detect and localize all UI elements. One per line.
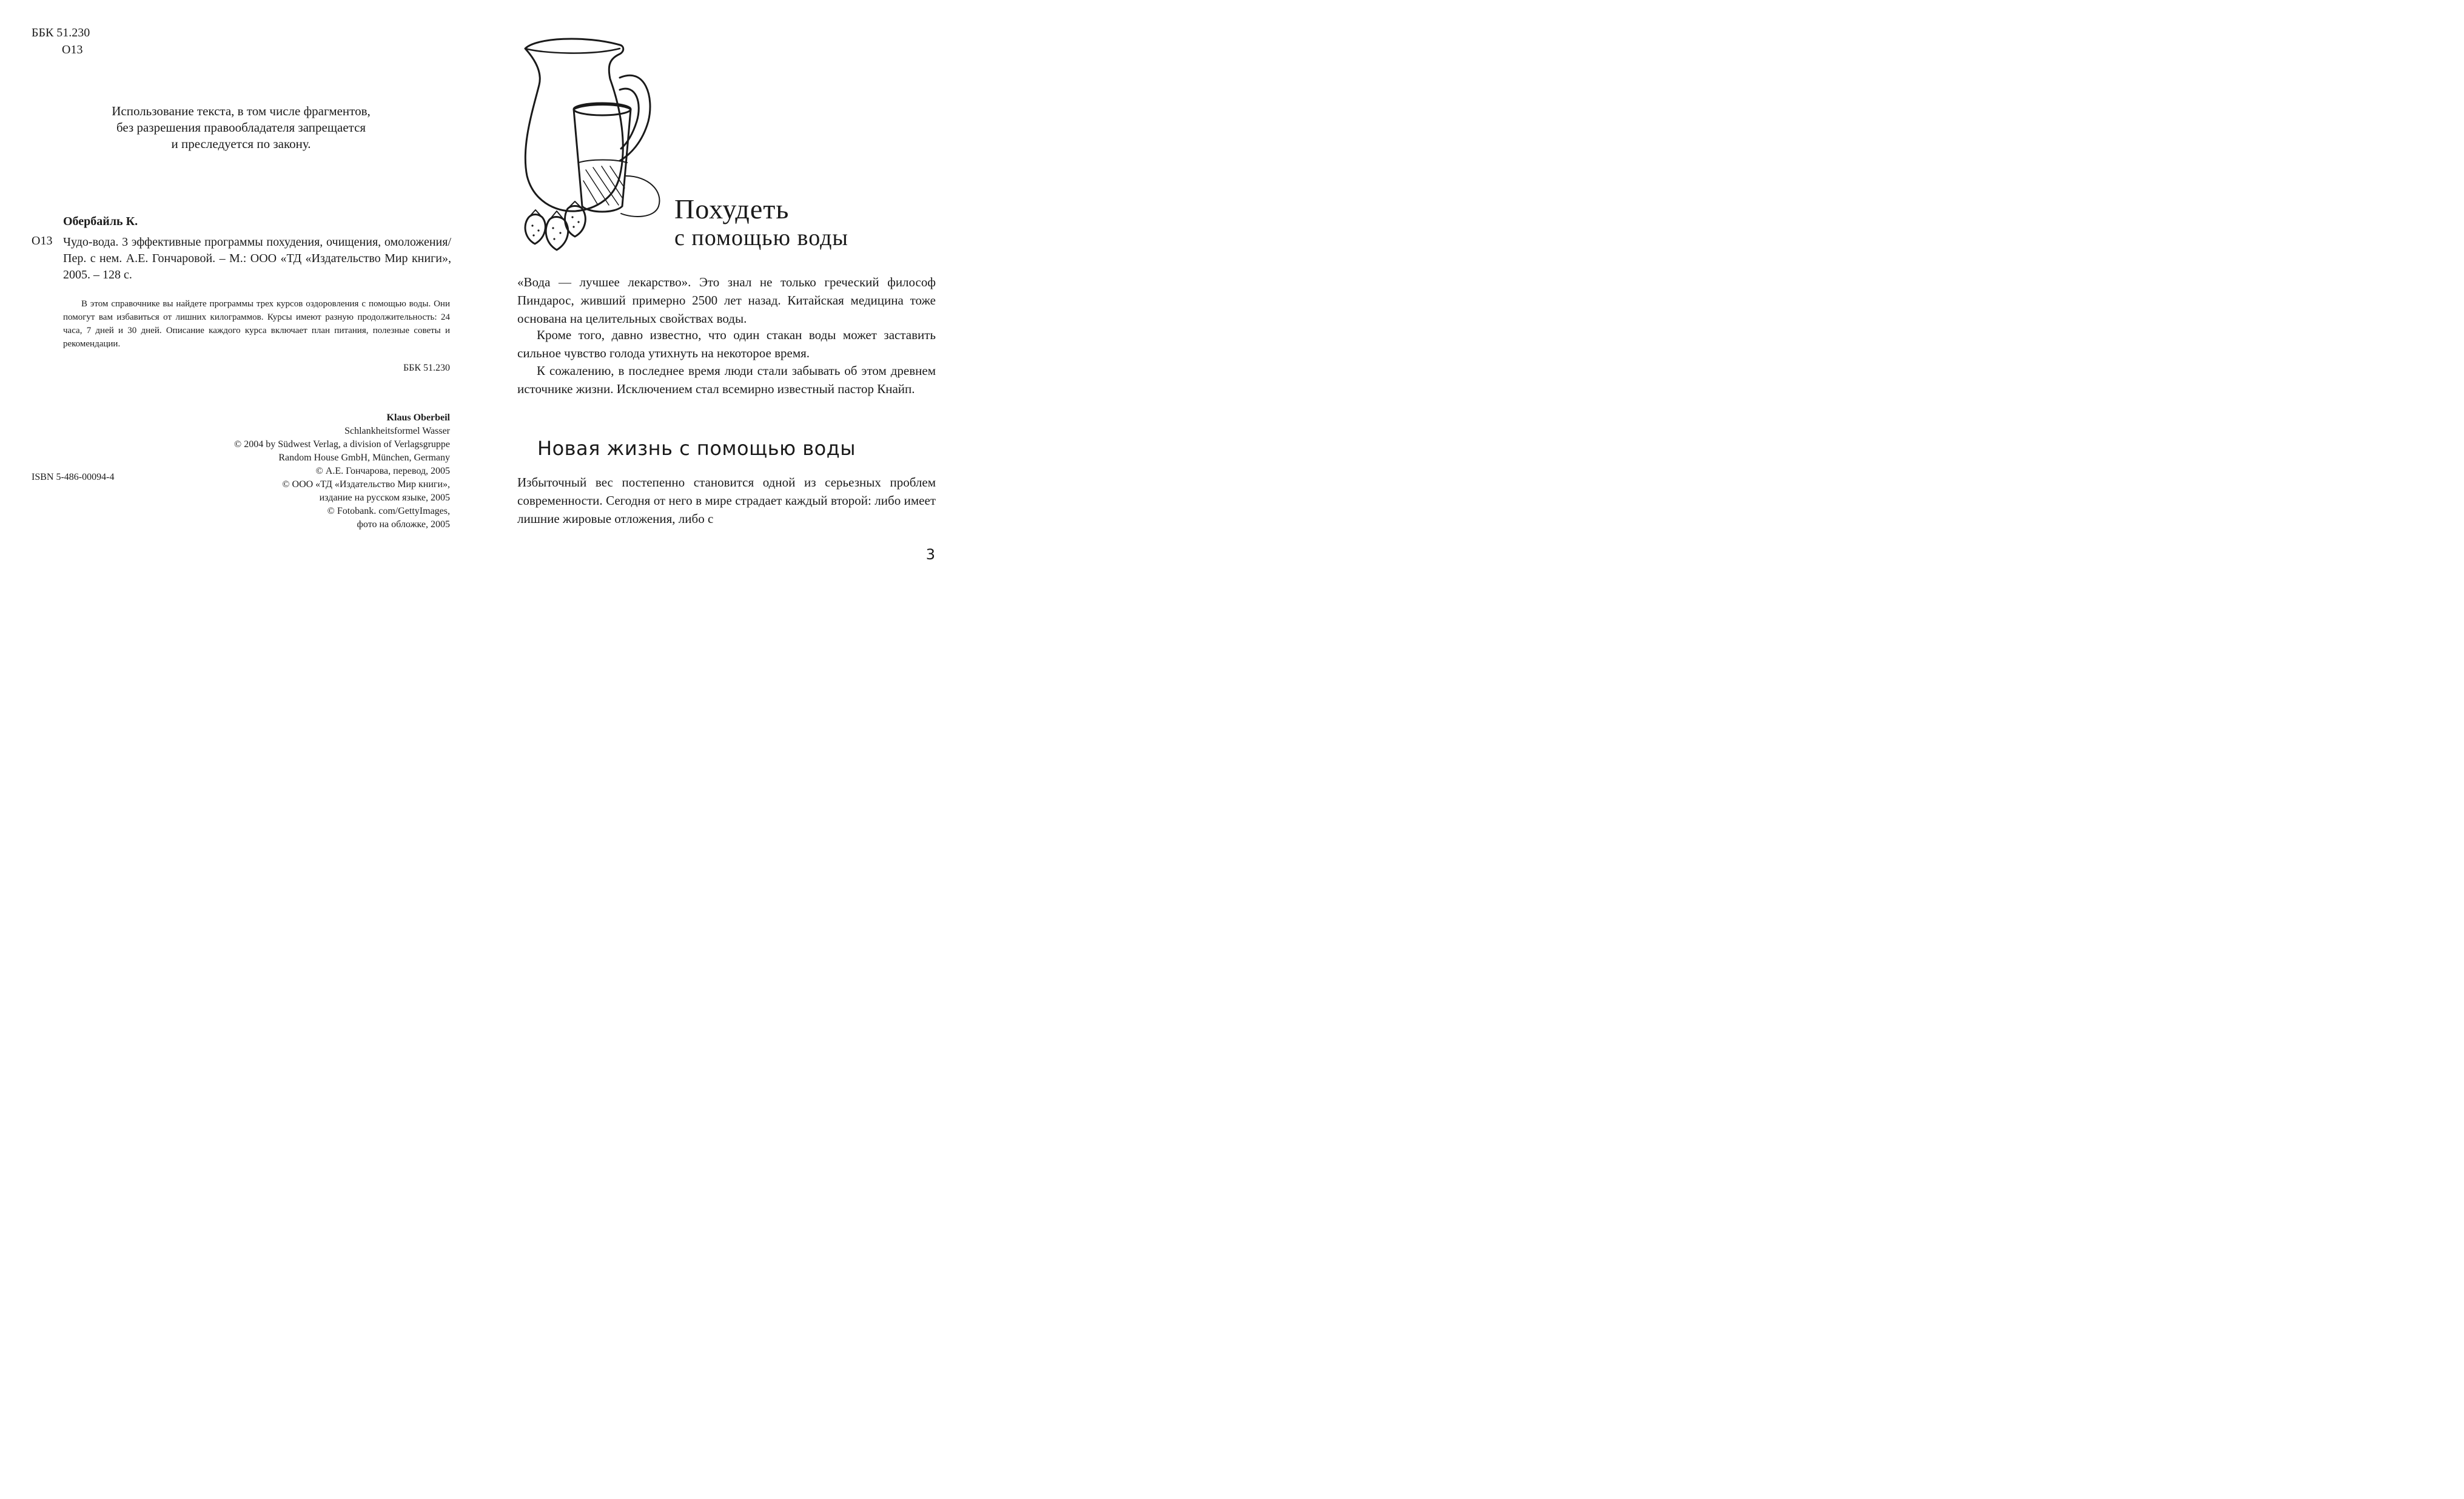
page-number: 3: [925, 546, 935, 563]
section-subheading: Новая жизнь с помощью воды: [537, 437, 856, 460]
jug-rim: [525, 49, 620, 53]
catalog-entry: Чудо-вода. 3 эффективные программы похудения, очищения, омоложения/ Пер. с нем. А.Е. Гончаровой. – М.: ООО «ТД «Издательство Мир книги», 2005. – 128 с.: [63, 235, 451, 281]
chapter-title-line2: с помощью воды: [674, 225, 848, 251]
paragraph-3: К сожалению, в последнее время люди стали забывать об этом древнем источнике жизни. Исключением стал всемирно известный пастор Кнайп.: [517, 363, 936, 396]
copyright-notice: Использование текста, в том числе фрагментов, без разрешения правообладателя запрещается и преследуется по закону.: [112, 104, 371, 151]
glass-shadow: [621, 176, 659, 217]
paragraph-1: «Вода — лучшее лекарство». Это знал не только греческий философ Пиндарос, живший примерно 2500 лет назад. Китайская медицина тоже основана на целительных свойствах воды.: [517, 275, 936, 326]
bbk-code: ББК 51.230: [32, 26, 90, 39]
jug-handle: [620, 75, 650, 161]
annotation: В этом справочнике вы найдете программы трех курсов оздоровления с помощью воды. Они помогут вам избавиться от лишних килограммов. Курсы имеют разную продолжительность: 24 часа, 7 дней и 30 дней. Описание каждого курса включает план питания, полезные советы и рекомендации.: [63, 299, 450, 349]
bbk-header: [32, 24, 90, 58]
author-mark: О13: [62, 43, 83, 56]
credits-block: Klaus Oberbeil Schlankheitsformel Wasser © 2004 by Südwest Verlag, a division of Verlagsgruppe Random House GmbH, München, Germany © А.Е. Гончарова, перевод, 2005 © ООО «ТД «Издательство Мир книги», издание на русском языке, 2005 © Fotobank. com/GettyImages, фото на обложке, 2005: [234, 413, 450, 530]
jug-glass-strawberries-illustration: [518, 24, 694, 255]
strawberry-1: [525, 215, 545, 244]
catalog-code: О13: [32, 234, 53, 248]
paragraph-4: Избыточный вес постепенно становится одной из серьезных проблем современности. Сегодня от него в мире страдает каждый второй: либо имеет лишние жировые отложения, либо с: [517, 475, 936, 526]
paragraph-2: Кроме того, давно известно, что один стакан воды может заставить сильное чувство голода утихнуть на некоторое время.: [517, 328, 936, 360]
chapter-title-line1: Похудеть: [674, 194, 790, 224]
original-author: Klaus Oberbeil: [386, 413, 450, 423]
left-page: [0, 0, 475, 578]
right-page: [475, 0, 951, 578]
author-name: Обербайль К.: [63, 215, 138, 228]
isbn: ISBN 5-486-00094-4: [32, 472, 115, 482]
original-title: Schlankheitsformel Wasser: [344, 426, 450, 436]
bbk-bottom: ББК 51.230: [403, 363, 450, 373]
